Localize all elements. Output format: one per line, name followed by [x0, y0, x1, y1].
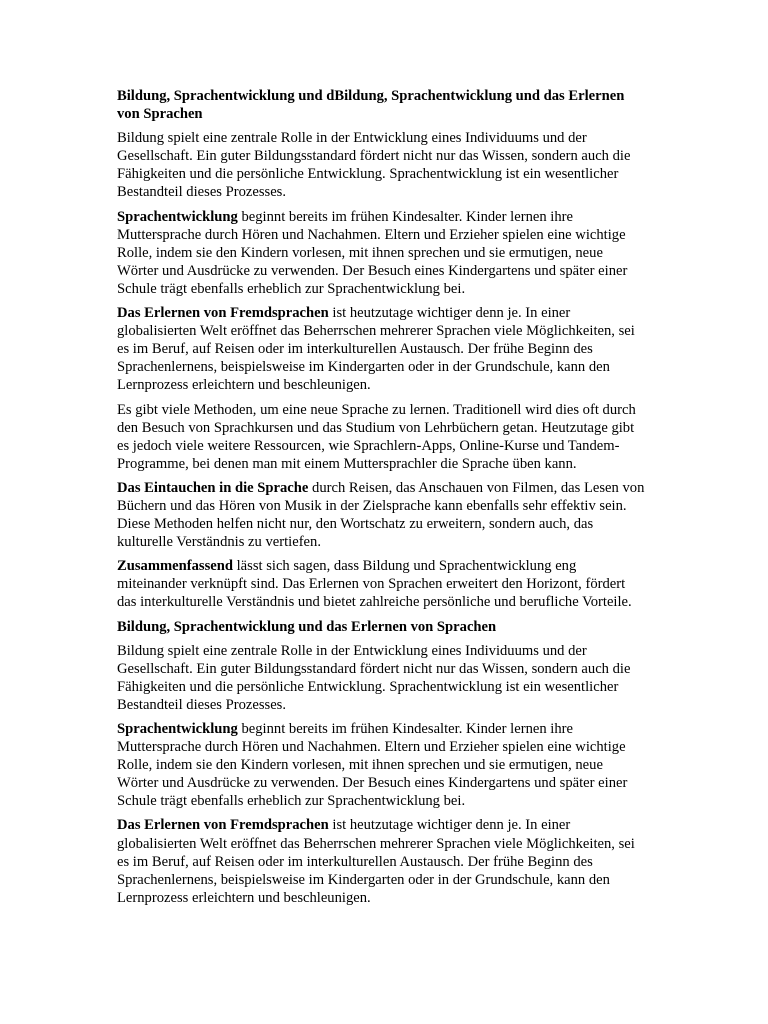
paragraph-lead: Sprachentwicklung: [117, 208, 238, 225]
paragraph: [117, 557, 647, 611]
paragraph-text: Bildung spielt eine zentrale Rolle in der Entwicklung eines Individuums und der Gesellschaft. Ein guter Bildungsstandard fördert nicht nur das Wissen, sondern auch die Fähigkeiten und die persönliche Entwicklung. Sprachentwicklung ist ein wesentlicher Bestandteil dieses Prozesses.: [117, 642, 631, 713]
document-title: Bildung, Sprachentwicklung und dBildung, Sprachentwicklung und das Erlernen von Sprachen: [117, 88, 625, 123]
paragraph-lead: Das Eintauchen in die Sprache: [117, 479, 309, 496]
paragraph-text: durch Reisen, das Anschauen von Filmen, das Lesen von Büchern und das Hören von Musik in der Zielsprache kann ebenfalls sehr effektiv sein. Diese Methoden helfen nicht nur, den Wortschatz zu erweitern, sondern auch, das kulturelle Verständnis zu vertiefen.: [117, 479, 645, 551]
paragraph: [117, 129, 647, 201]
paragraph-text: Es gibt viele Methoden, um eine neue Sprache zu lernen. Traditionell wird dies oft durch den Besuch von Sprachkursen und das Studium von Lehrbüchern getan. Heutzutage gibt es jedoch viele weitere Ressourcen, wie Sprachlern-Apps, Online-Kurse und Tandem-Programme, bei denen man mit einem Muttersprachler die Sprache üben kann.: [117, 401, 636, 472]
paragraph-text: ist heutzutage wichtiger denn je. In einer globalisierten Welt eröffnet das Beherrschen mehrerer Sprachen viele Möglichkeiten, sei es im Beruf, auf Reisen oder im interkulturellen Austausch. Der frühe Beginn des Sprachenlernens, beispielsweise im Kindergarten oder in der Grundschule, kann den Lernprozess erleichtern und beschleunigen.: [117, 817, 635, 906]
paragraph-text: beginnt bereits im frühen Kindesalter. Kinder lernen ihre Muttersprache durch Hören und Nachahmen. Eltern und Erzieher spielen eine wichtige Rolle, indem sie den Kindern vorlesen, mit ihnen sprechen und sie ermutigen, neue Wörter und Ausdrücke zu verwenden. Der Besuch eines Kindergartens und später einer Schule trägt ebenfalls erheblich zur Sprachentwicklung bei.: [117, 721, 628, 810]
paragraph: [117, 401, 647, 473]
paragraph: [117, 304, 647, 394]
document-page: [117, 87, 647, 913]
paragraph-lead: Das Erlernen von Fremdsprachen: [117, 817, 329, 834]
paragraph-lead: Das Erlernen von Fremdsprachen: [117, 305, 329, 322]
paragraph: [117, 642, 647, 714]
paragraph-lead: Sprachentwicklung: [117, 721, 238, 737]
paragraph-text: ist heutzutage wichtiger denn je. In einer globalisierten Welt eröffnet das Beherrschen mehrerer Sprachen viele Möglichkeiten, sei es im Beruf, auf Reisen oder im interkulturellen Austausch. Der frühe Beginn des Sprachenlernens, beispielsweise im Kindergarten oder in der Grundschule, kann den Lernprozess erleichtern und beschleunigen.: [117, 305, 635, 394]
paragraph-lead: Zusammenfassend: [117, 558, 233, 575]
paragraph: [117, 479, 647, 551]
paragraph: [117, 208, 647, 298]
paragraph: [117, 816, 647, 906]
section-heading: Bildung, Sprachentwicklung und das Erlernen von Sprachen: [117, 618, 497, 635]
paragraph-text: Bildung spielt eine zentrale Rolle in der Entwicklung eines Individuums und der Gesellschaft. Ein guter Bildungsstandard fördert nicht nur das Wissen, sondern auch die Fähigkeiten und die persönliche Entwicklung. Sprachentwicklung ist ein wesentlicher Bestandteil dieses Prozesses.: [117, 130, 631, 201]
paragraph-text: lässt sich sagen, dass Bildung und Sprachentwicklung eng miteinander verknüpft sind. Das Erlernen von Sprachen erweitert den Horizont, fördert das interkulturelle Verständnis und bietet zahlreiche persönliche und berufliche Vorteile.: [117, 558, 632, 611]
paragraph-text: beginnt bereits im frühen Kindesalter. Kinder lernen ihre Muttersprache durch Hören und Nachahmen. Eltern und Erzieher spielen eine wichtige Rolle, indem sie den Kindern vorlesen, mit ihnen sprechen und sie ermutigen, neue Wörter und Ausdrücke zu verwenden. Der Besuch eines Kindergartens und später einer Schule trägt ebenfalls erheblich zur Sprachentwicklung bei.: [117, 208, 628, 297]
paragraph: [117, 720, 647, 810]
